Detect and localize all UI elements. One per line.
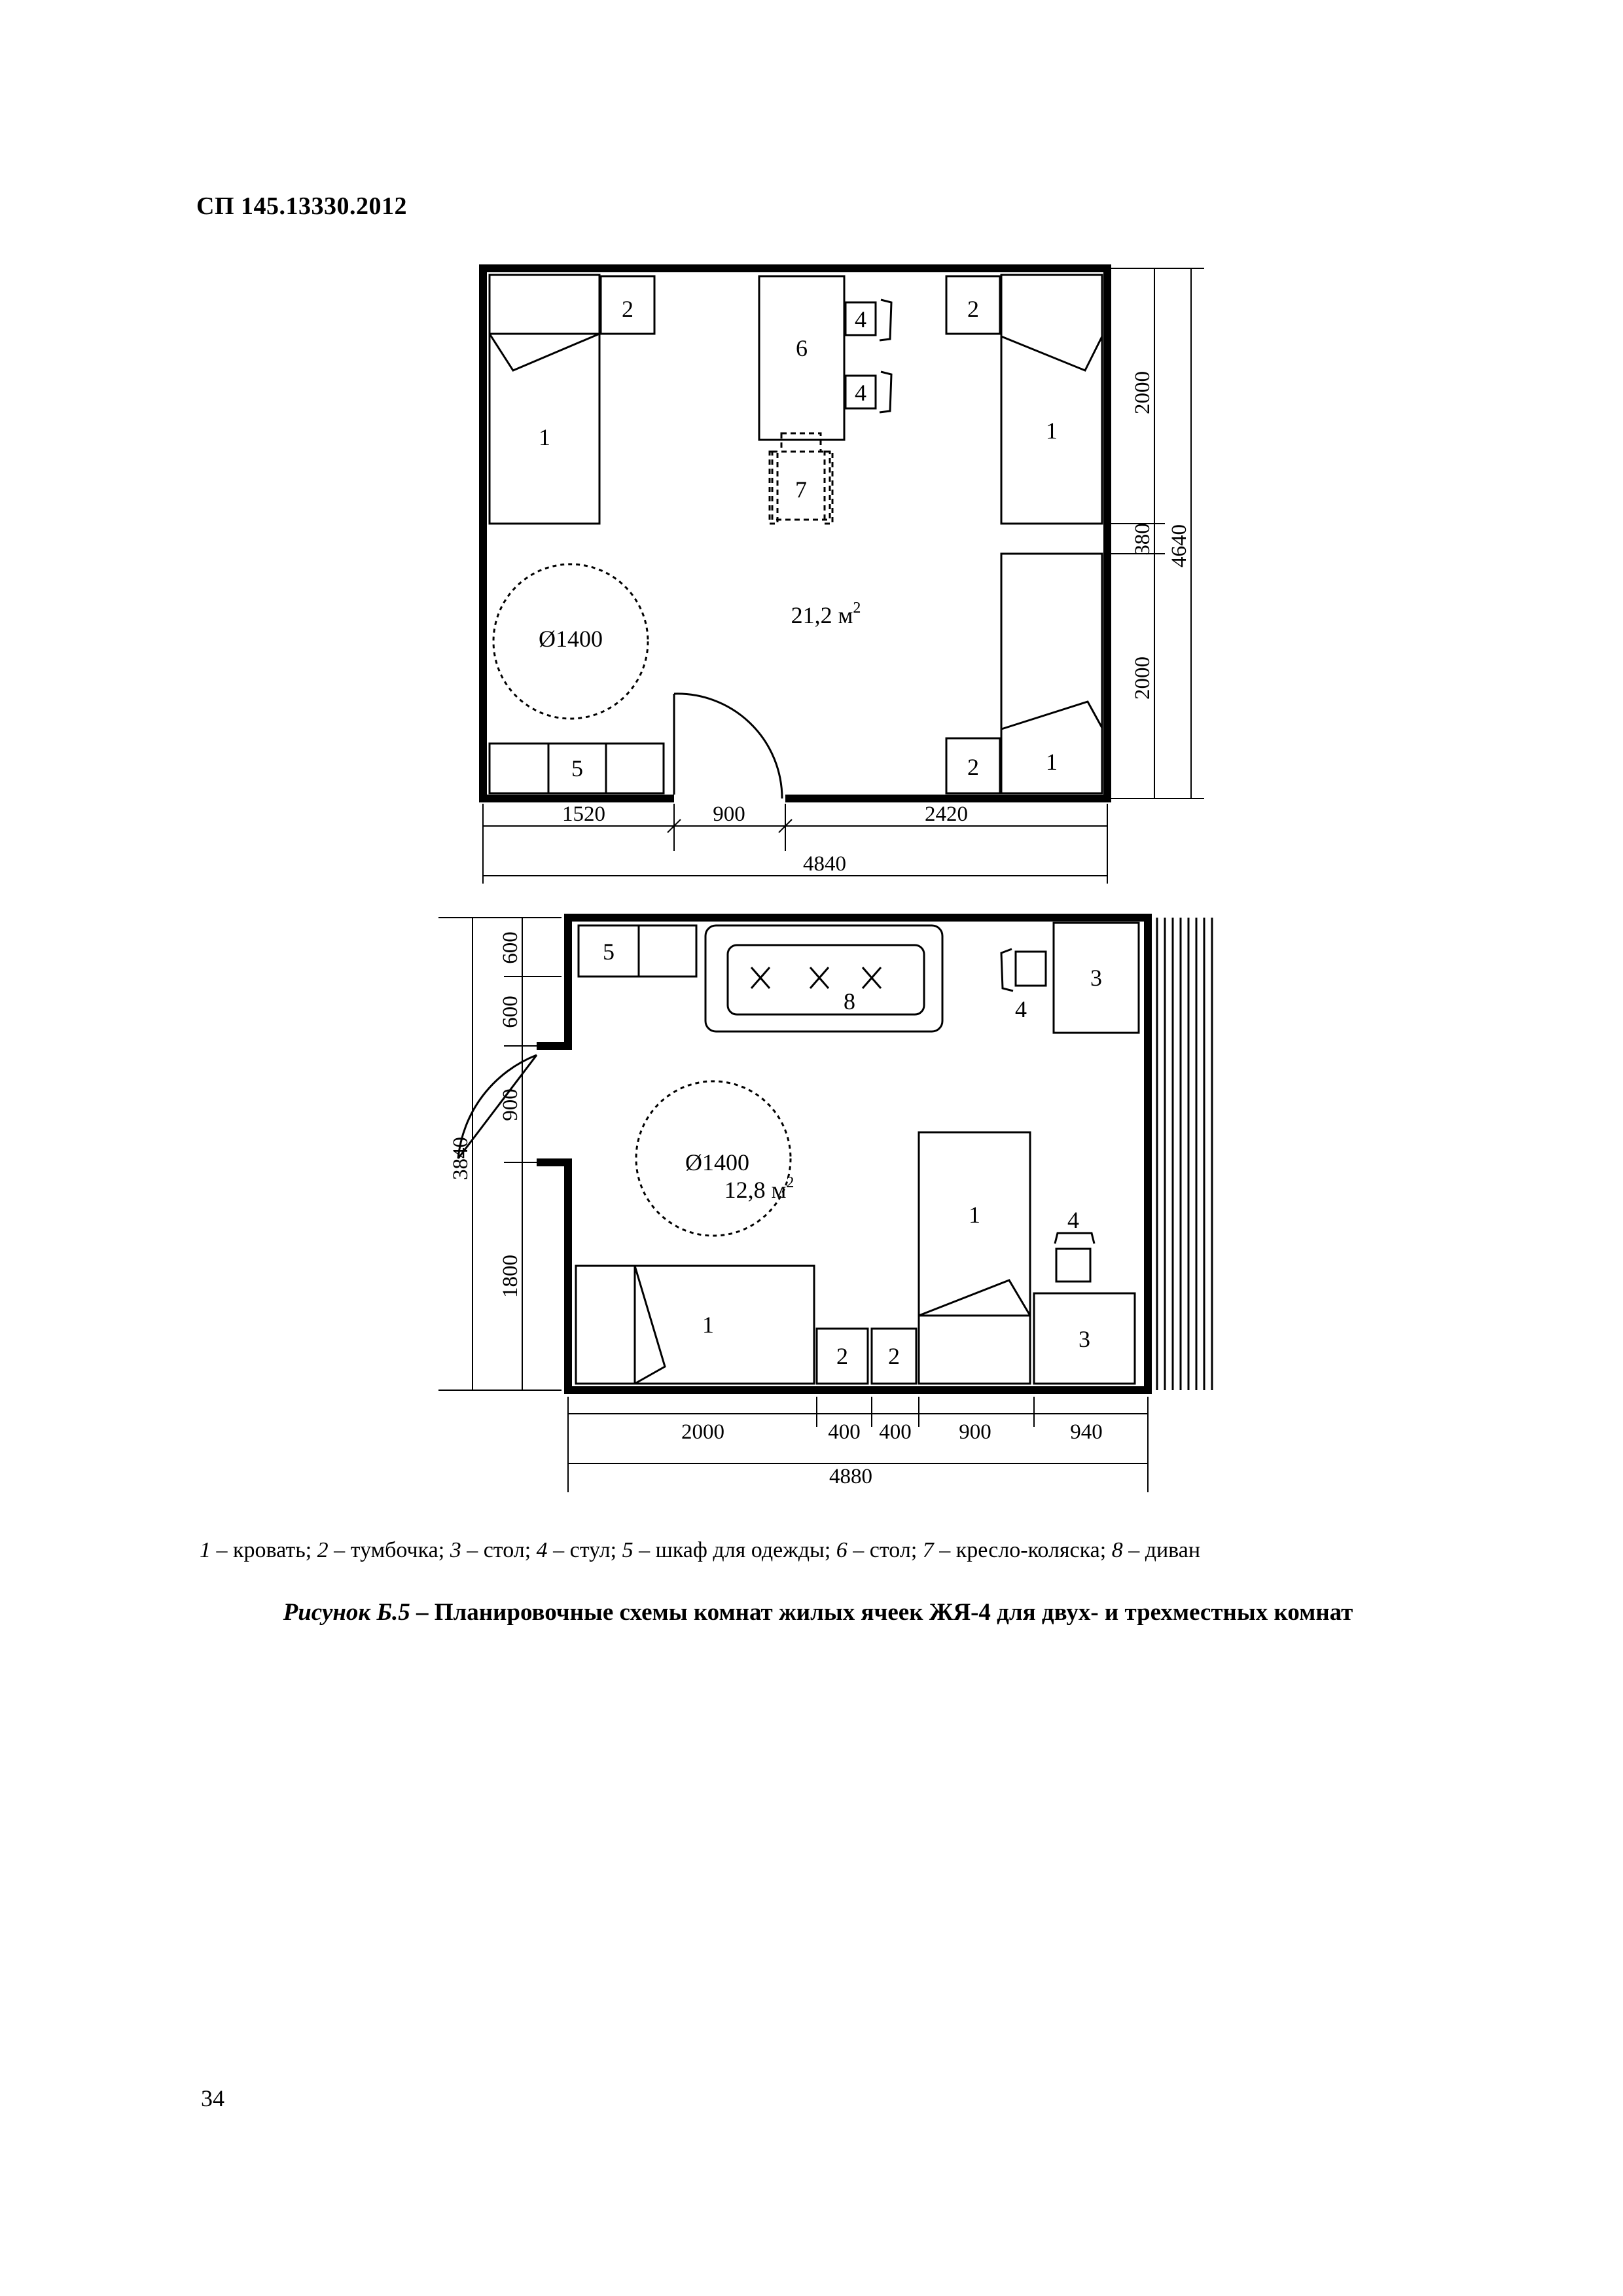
plan-top-dim-bottom-1: 1520 [562, 802, 605, 826]
legend-text-5: – шкаф для одежды; [633, 1538, 836, 1562]
legend-text-3: – стол; [461, 1538, 537, 1562]
legend-num-4: 4 [536, 1538, 548, 1562]
plan-top-table-label: 6 [796, 335, 808, 361]
plan-bottom [438, 918, 1212, 1492]
plan-bottom-chair-1 [1001, 949, 1046, 991]
plan-bottom-sofa [705, 925, 942, 1031]
plan-top-area-label: 21,2 $м^2$ [791, 600, 861, 628]
plan-bottom-dim-bottom-4: 900 [959, 1420, 991, 1444]
legend-num-7: 7 [922, 1538, 934, 1562]
plan-top-chair-2-label: 4 [855, 380, 866, 406]
legend [200, 1538, 1443, 1563]
legend-text-8: – диван [1122, 1538, 1201, 1562]
plan-bottom-dim-left-3: 900 [499, 1088, 522, 1121]
plan-bottom-wardrobe-label: 5 [603, 939, 615, 965]
legend-num-8: 8 [1111, 1538, 1123, 1562]
plan-bottom-bed-2 [576, 1266, 814, 1384]
plan-bottom-dim-left-2: 600 [499, 996, 522, 1028]
plan-top-nightstand-1-label: 2 [622, 296, 633, 322]
legend-text-7: – кресло-коляска; [933, 1538, 1112, 1562]
page-number: 34 [201, 2085, 224, 2111]
plan-top-walls [479, 268, 1111, 802]
plan-top-bed-1-label: 1 [539, 424, 550, 450]
plan-bottom-chair-2 [1055, 1233, 1094, 1282]
plan-bottom-sofa-label: 8 [844, 988, 855, 1014]
figure-caption-label: Рисунок Б.5 [283, 1599, 410, 1626]
legend-num-5: 5 [622, 1538, 633, 1562]
plan-top-dim-right-1: 2000 [1131, 371, 1154, 414]
plan-bottom-dim-bottom-total: 4880 [829, 1465, 872, 1488]
plan-top-chair-1-label: 4 [855, 306, 866, 332]
legend-text-6: – стол; [847, 1538, 923, 1562]
plan-bottom-bed-1 [919, 1132, 1030, 1384]
plan-top-dim-right-3: 2000 [1131, 656, 1154, 700]
plan-top-wheelchair-label: 7 [795, 476, 807, 503]
plan-top-nightstand-2-label: 2 [967, 296, 979, 322]
plan-top-nightstand-3-label: 2 [967, 754, 979, 780]
plan-top-dim-bottom-3: 2420 [925, 802, 968, 826]
plan-bottom-nightstand-1-label: 2 [836, 1343, 848, 1369]
plan-top-dim-bottom-total: 4840 [803, 852, 846, 876]
plan-top-bed-2-label: 1 [1046, 418, 1058, 444]
plan-bottom-dim-bottom-1: 2000 [681, 1420, 724, 1444]
figure-caption-text: – Планировочные схемы комнат жилых ячеек ЖЯ-4 для двух- и трехместных комнат [410, 1599, 1353, 1626]
plan-bottom-chair-2-label: 4 [1067, 1207, 1079, 1233]
plan-top-dim-bottom-2: 900 [713, 802, 745, 826]
plan-top-labels [539, 296, 1191, 876]
legend-text-1: – кровать; [211, 1538, 317, 1562]
plan-bottom-wardrobe [579, 925, 696, 977]
plan-bottom-dim-bottom-2: 400 [828, 1420, 861, 1444]
plan-bottom-dim-left-1: 600 [499, 931, 522, 964]
plan-bottom-balcony [1157, 918, 1212, 1390]
plan-top-chair-1 [846, 300, 891, 340]
plan-bottom-dim-left-total: 3840 [449, 1137, 473, 1180]
plan-top-door [674, 694, 782, 798]
plan-bottom-table-2-label: 3 [1079, 1326, 1090, 1352]
plan-top-chair-2 [846, 372, 891, 412]
plan-bottom-dimensions [438, 918, 1148, 1492]
plan-bottom-area-label: 12,8 $м^2$ [724, 1174, 794, 1203]
document-code: СП 145.13330.2012 [196, 192, 407, 220]
legend-text-4: – стул; [547, 1538, 622, 1562]
legend-num-1: 1 [200, 1538, 211, 1562]
plan-bottom-circle-label: Ø1400 [685, 1149, 749, 1175]
plan-top-bed-left [490, 275, 599, 524]
plan-top-bed-3-label: 1 [1046, 749, 1058, 775]
plan-bottom-chair-1-label: 4 [1015, 996, 1027, 1022]
plan-top-bed-right-upper [1001, 275, 1102, 524]
plan-bottom-dim-bottom-3: 400 [879, 1420, 912, 1444]
figure-caption [196, 1597, 1440, 1628]
plan-bottom-dim-bottom-5: 940 [1070, 1420, 1103, 1444]
legend-text-2: – тумбочка; [328, 1538, 450, 1562]
legend-num-6: 6 [836, 1538, 847, 1562]
legend-num-2: 2 [317, 1538, 329, 1562]
plan-bottom-bed-1-label: 1 [969, 1202, 980, 1228]
plan-top-dim-right-2: 380 [1131, 523, 1154, 556]
plan-top-dim-right-total: 4640 [1168, 524, 1191, 567]
plan-bottom-table-1-label: 3 [1090, 965, 1102, 991]
plan-bottom-dim-left-4: 1800 [499, 1255, 522, 1298]
plan-top-wardrobe-label: 5 [571, 755, 583, 781]
plan-bottom-nightstand-2-label: 2 [888, 1343, 900, 1369]
plan-top-circle-label: Ø1400 [539, 626, 603, 652]
plan-bottom-bed-2-label: 1 [702, 1312, 714, 1338]
plan-top [479, 268, 1204, 884]
legend-num-3: 3 [450, 1538, 461, 1562]
